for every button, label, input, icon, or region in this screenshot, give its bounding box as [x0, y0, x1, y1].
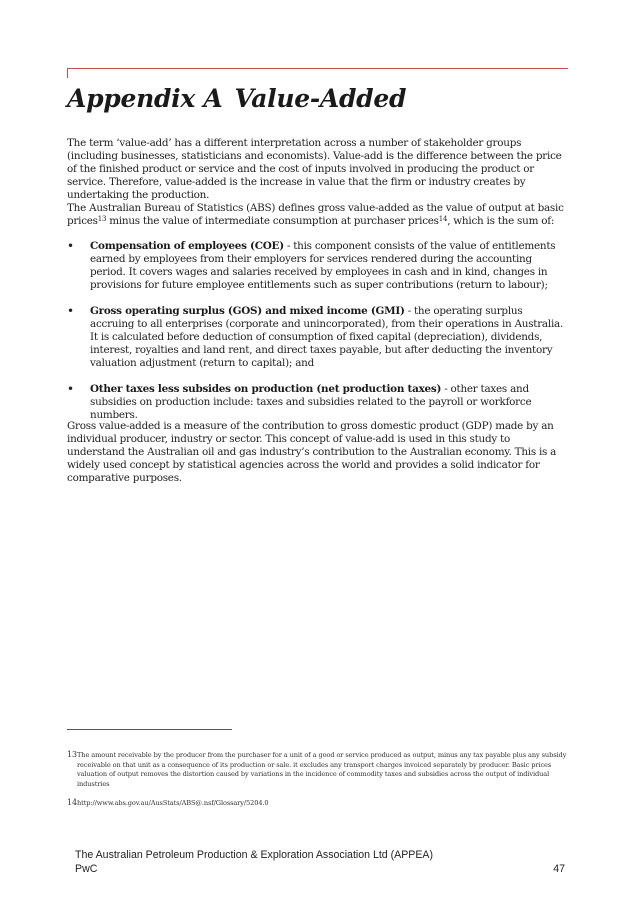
footer-organisation: The Australian Petroleum Production & Exploration Association Ltd (APPEA)	[75, 849, 434, 861]
closing-paragraph: Gross value-added is a measure of the contribution to gross domestic product (GDP) made by an individual producer, industry or sector. This concept of value-add is used in this study to understand the Australian oil and gas industry’s contribution to the Australian economy. This is a widely used concept by statistical agencies across the world and provides a solid indicator for comparative purposes.	[67, 420, 557, 484]
bullet-text: - the operating surplus accruing to all enterprises (corporate and unincorporated), from their operations in Australia. It is calculated before deduction of consumption of fixed capital (depreciation), dividends, interest, royalties and land rent, and direct taxes payable, but after deducting the inventory valuation adjustment (return to capital); and	[90, 305, 564, 369]
list-item-net-production-taxes	[67, 383, 567, 422]
abs-definition-paragraph: The Australian Bureau of Statistics (ABS) defines gross value-added as the value of output at basic prices$^{13}$ minus the value of intermediate consumption at purchaser prices$^{14}$, which is the sum of:	[67, 202, 564, 227]
bullet-text: - other taxes and subsidies on production include: taxes and subsidies related to the payroll or workforce numbers.	[90, 383, 532, 421]
footnote-number: 14	[67, 798, 77, 807]
list-item-gos	[67, 305, 567, 370]
footnote-separator	[67, 729, 232, 730]
footnote-ref-14[interactable]: 14	[438, 215, 448, 223]
bullet-term: Compensation of employees (COE)	[90, 240, 284, 252]
footnote-text: The amount receivable by the producer from the purchaser for a unit of a good or service produced as output, minus any tax payable plus any subsidy receivable on that unit as a consequence of its production or sale. it excludes any transport charges invoiced separately by producer. Basic prices valuation of output removes the distortion caused by variations in the incidence of commodity taxes and subsidies across the output of individual industries	[77, 751, 567, 788]
bullet-icon: •	[67, 239, 75, 253]
page-number: 47	[553, 863, 565, 875]
header-rule	[67, 68, 568, 69]
intro-paragraph: The term ‘value-add’ has a different interpretation across a number of stakeholder groups (including businesses, statisticians and economists). Value-add is the difference between the price of the finished product or service and the cost of inputs involved in producing the product or service. Therefore, value-added is the increase in value that the firm or industry creates by undertaking the production.	[67, 137, 562, 201]
footnote-number: 13	[67, 750, 77, 759]
page-footer	[75, 848, 565, 876]
footnote-14	[67, 799, 567, 809]
appendix-label: Appendix A	[67, 84, 223, 113]
bullet-icon: •	[67, 304, 75, 318]
header-rule-tick	[67, 68, 68, 78]
footnote-link[interactable]: http://www.abs.gov.au/AusStats/ABS@.nsf/Glossary/5204.0	[77, 799, 269, 807]
list-item-coe	[67, 240, 567, 292]
bullet-term: Gross operating surplus (GOS) and mixed income (GMI)	[90, 305, 405, 317]
bullet-text: - this component consists of the value of entitlements earned by employees from their employers for services rendered during the accounting period. It covers wages and salaries received by employees in cash and in kind, changes in provisions for future employee entitlements such as super contributions (return to labour);	[90, 240, 556, 291]
bullet-icon: •	[67, 382, 75, 396]
bullet-term: Other taxes less subsides on production (net production taxes)	[90, 383, 442, 395]
appendix-heading: Value-Added	[234, 84, 407, 113]
page-title	[67, 84, 406, 113]
footnote-ref-13[interactable]: 13	[97, 215, 107, 223]
footnote-13	[67, 751, 567, 789]
footer-firm: PwC	[75, 863, 98, 875]
